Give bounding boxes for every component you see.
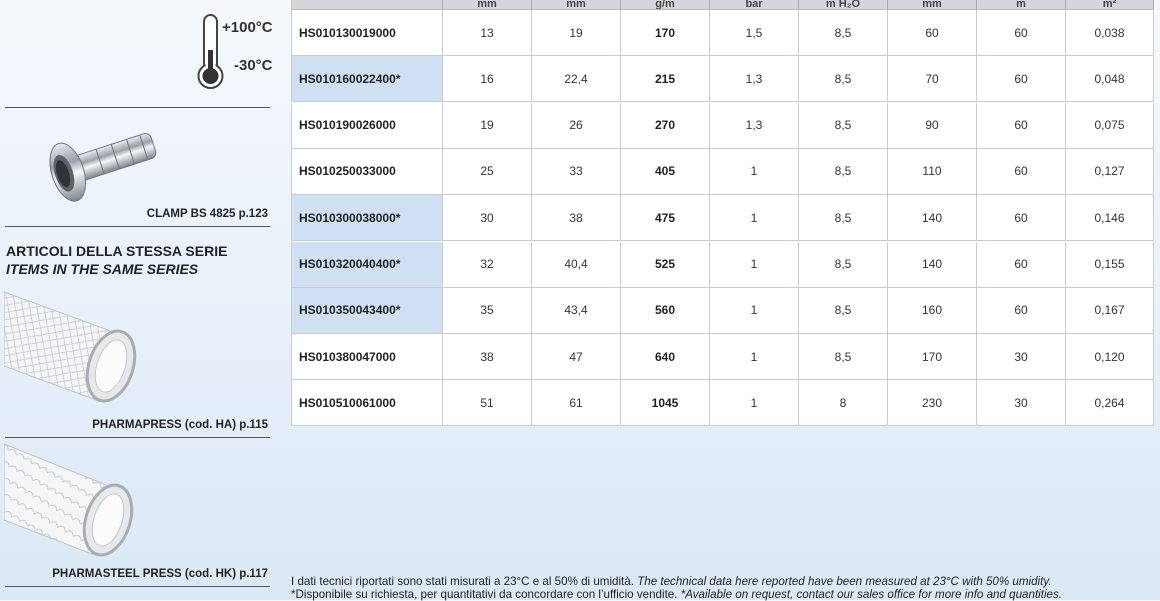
pharmapress-caption: PHARMAPRESS (cod. HA) p.115 (92, 419, 268, 431)
table-cell: 32 (443, 242, 532, 287)
table-cell: 16 (443, 56, 532, 101)
table-cell: 1045 (621, 380, 710, 425)
pharmasteel-press-caption: PHARMASTEEL PRESS (cod. HK) p.117 (52, 568, 268, 580)
header-cell: mm (888, 0, 977, 9)
table-cell: 60 (977, 149, 1066, 194)
product-code-cell: HS010190026000 (291, 103, 443, 148)
divider (5, 437, 270, 438)
table-cell: 0,048 (1066, 56, 1154, 101)
product-code-cell: HS010510061000 (291, 380, 443, 425)
product-code-cell: HS010300038000* (291, 195, 443, 240)
table-cell: 0,038 (1066, 10, 1154, 55)
series-heading (6, 242, 227, 278)
table-cell: 1 (710, 380, 799, 425)
table-cell: 405 (621, 149, 710, 194)
product-code-cell: HS010350043400* (291, 288, 443, 333)
table-cell: 110 (888, 149, 977, 194)
table-row (291, 10, 1154, 56)
table-row (291, 242, 1154, 288)
table-cell: 30 (443, 195, 532, 240)
pharmasteel-press-hose-image (4, 440, 138, 565)
table-cell: 19 (443, 103, 532, 148)
table-cell: 60 (977, 56, 1066, 101)
table-header-row (291, 0, 1154, 10)
table-cell: 170 (888, 334, 977, 379)
table-cell: 51 (443, 380, 532, 425)
max-temperature: +100°C (222, 19, 273, 36)
table-cell: 140 (888, 195, 977, 240)
table-cell: 560 (621, 288, 710, 333)
table-cell: 8,5 (799, 56, 888, 101)
product-code-cell: HS010160022400* (291, 56, 443, 101)
divider (5, 586, 270, 587)
table-cell: 170 (621, 10, 710, 55)
table-cell: 0,120 (1066, 334, 1154, 379)
table-cell: 60 (977, 288, 1066, 333)
footnote-availability (291, 588, 1062, 601)
table-cell: 8,5 (799, 334, 888, 379)
table-cell: 215 (621, 56, 710, 101)
header-cell: m H₂O (799, 0, 888, 9)
table-cell: 1,3 (710, 56, 799, 101)
table-cell: 8,5 (799, 288, 888, 333)
product-code-cell: HS010380047000 (291, 334, 443, 379)
header-cell: mm (532, 0, 621, 9)
table-cell: 525 (621, 242, 710, 287)
footnote-measurement (291, 575, 1062, 588)
table-cell: 60 (977, 242, 1066, 287)
divider (5, 107, 270, 108)
pharmapress-hose-image (4, 284, 142, 412)
table-cell: 90 (888, 103, 977, 148)
table-cell: 38 (532, 195, 621, 240)
footnotes (291, 575, 1062, 601)
table-cell: 60 (977, 103, 1066, 148)
table-cell: 8 (799, 380, 888, 425)
table-cell: 1 (710, 288, 799, 333)
product-code-cell: HS010320040400* (291, 242, 443, 287)
table-cell: 160 (888, 288, 977, 333)
series-heading-it: ARTICOLI DELLA STESSA SERIE (6, 243, 228, 259)
clamp-fitting-image (40, 118, 164, 204)
table-cell: 38 (443, 334, 532, 379)
table-cell: 47 (532, 334, 621, 379)
footnote-availability-en: *Available on request, contact our sales office for more info and quantities. (680, 588, 1063, 601)
product-code-cell: HS010130019000 (291, 10, 443, 55)
table-cell: 13 (443, 10, 532, 55)
table-cell: 1,5 (710, 10, 799, 55)
table-cell: 8,5 (799, 10, 888, 55)
header-cell: m² (1066, 0, 1154, 9)
table-cell: 0,167 (1066, 288, 1154, 333)
table-cell: 8,5 (799, 103, 888, 148)
table-cell: 60 (977, 195, 1066, 240)
temperature-range (196, 12, 280, 92)
table-cell: 1 (710, 334, 799, 379)
table-cell: 30 (977, 334, 1066, 379)
table-cell: 0,264 (1066, 380, 1154, 425)
header-cell: bar (710, 0, 799, 9)
table-row (291, 288, 1154, 334)
table-cell: 0,075 (1066, 103, 1154, 148)
series-heading-en: ITEMS IN THE SAME SERIES (6, 261, 199, 277)
table-cell: 1 (710, 195, 799, 240)
table-cell: 26 (532, 103, 621, 148)
table-cell: 60 (977, 10, 1066, 55)
product-code-cell: HS010250033000 (291, 149, 443, 194)
table-row (291, 149, 1154, 195)
header-cell (291, 0, 443, 9)
table-cell: 8,5 (799, 149, 888, 194)
footnote-measurement-en: The technical data here reported have been measured at 23°C with 50% umidity. (637, 575, 1052, 588)
table-cell: 22,4 (532, 56, 621, 101)
footnote-availability-it: *Disponibile su richiesta, per quantitativi da concordare con l’ufficio vendite. (291, 588, 678, 601)
table-cell: 25 (443, 149, 532, 194)
divider (5, 226, 270, 227)
table-cell: 640 (621, 334, 710, 379)
table-cell: 43,4 (532, 288, 621, 333)
header-cell: mm (443, 0, 532, 9)
table-row (291, 195, 1154, 241)
table-cell: 0,127 (1066, 149, 1154, 194)
table-row (291, 103, 1154, 149)
table-cell: 40,4 (532, 242, 621, 287)
table-cell: 33 (532, 149, 621, 194)
table-row (291, 380, 1154, 426)
table-row (291, 56, 1154, 102)
table-cell: 35 (443, 288, 532, 333)
table-cell: 8,5 (799, 242, 888, 287)
table-cell: 475 (621, 195, 710, 240)
table-cell: 70 (888, 56, 977, 101)
table-cell: 1 (710, 149, 799, 194)
table-cell: 30 (977, 380, 1066, 425)
table-cell: 140 (888, 242, 977, 287)
table-cell: 8,5 (799, 195, 888, 240)
header-cell: m (977, 0, 1066, 9)
table-cell: 230 (888, 380, 977, 425)
clamp-fitting-caption: CLAMP BS 4825 p.123 (146, 208, 268, 220)
table-cell: 19 (532, 10, 621, 55)
table-cell: 0,146 (1066, 195, 1154, 240)
table-row (291, 334, 1154, 380)
table-cell: 1,3 (710, 103, 799, 148)
header-cell: g/m (621, 0, 710, 9)
table-cell: 270 (621, 103, 710, 148)
table-cell: 1 (710, 242, 799, 287)
table-cell: 60 (888, 10, 977, 55)
min-temperature: -30°C (234, 57, 273, 74)
table-cell: 0,155 (1066, 242, 1154, 287)
table-cell: 61 (532, 380, 621, 425)
product-table (291, 0, 1154, 426)
footnote-measurement-it: I dati tecnici riportati sono stati misurati a 23°C e al 50% di umidità. (291, 575, 634, 588)
left-sidebar (0, 0, 280, 600)
